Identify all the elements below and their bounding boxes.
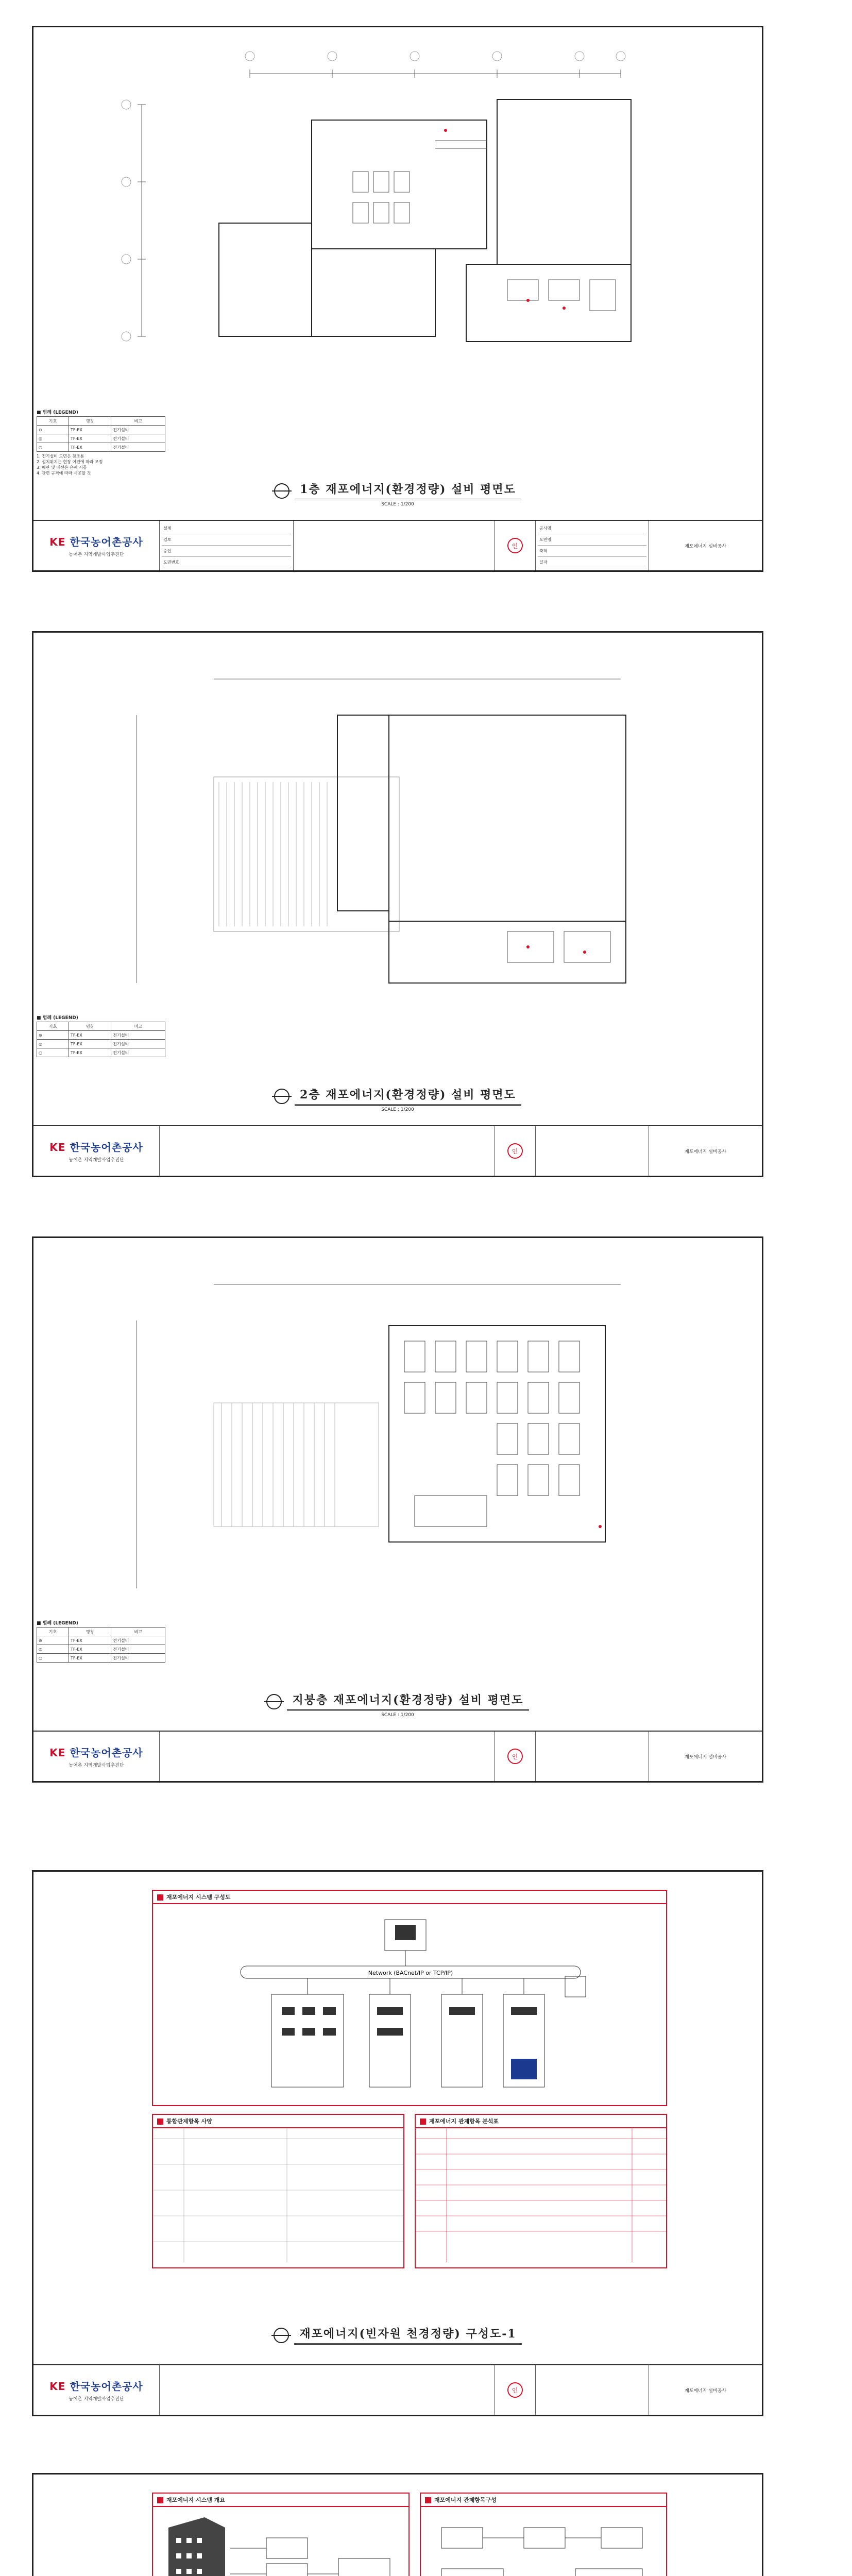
sheet-title-text: 2층 재포에너지(환경정량) 설비 평면도 <box>295 1086 521 1106</box>
legend-cell: TF-EX <box>69 1031 111 1040</box>
panel-title: 통합관제항목 사양 <box>166 2118 212 2125</box>
tb-cell: 일자 <box>538 557 646 568</box>
tb-cell: 공사명 <box>538 523 646 534</box>
stamp-mark: 인 <box>507 2382 523 2398</box>
logo-subtitle: 농어촌 지역개발사업추진단 <box>69 1158 124 1163</box>
panel-header <box>153 1891 666 1904</box>
legend-cell: TF-EX <box>69 1048 111 1057</box>
tb-info <box>536 1732 649 1781</box>
system-overview-panel <box>152 2493 410 2576</box>
logo-name: 한국농어촌공사 <box>70 2380 143 2393</box>
legend-cell: 전기설비 <box>111 434 165 443</box>
panel-marker-icon <box>420 2119 426 2125</box>
tb-revisions <box>160 2365 495 2415</box>
pc-icon <box>565 1976 586 1997</box>
legend-header: 기호 <box>37 1022 69 1031</box>
sheet-scale: SCALE : 1/200 <box>381 502 414 507</box>
logo-name: 한국농어촌공사 <box>70 1747 143 1759</box>
legend-cell: ◎ <box>37 1040 69 1048</box>
panel-marker-icon <box>425 2497 431 2503</box>
legend-table <box>37 416 165 452</box>
legend-cell: ◎ <box>37 1645 69 1654</box>
legend-note: 2. 설치위치는 현장 여건에 따라 조정 <box>37 460 103 464</box>
legend-cell: ◎ <box>37 434 69 443</box>
tb-project: 재포에너지 설비공사 <box>684 544 727 549</box>
drawing-sheet-2 <box>32 631 763 1177</box>
tb-project: 재포에너지 설비공사 <box>684 1149 727 1155</box>
tb-cell: 축척 <box>538 546 646 557</box>
logo-mark: KE <box>49 536 66 548</box>
system-config-panel <box>152 1890 667 2106</box>
legend-note: 3. 배관 및 배선은 은폐 시공 <box>37 465 87 470</box>
analysis-table-svg <box>416 2128 666 2262</box>
legend-cell: ○ <box>37 443 69 452</box>
title-mark-icon <box>266 1694 282 1709</box>
legend-header: 기호 <box>37 417 69 426</box>
logo-mark: KE <box>49 2380 66 2393</box>
legend-note: 1. 전기설비 도면은 참조용 <box>37 454 84 459</box>
tb-revisions <box>294 521 495 570</box>
network-diagram-svg <box>153 1904 666 2100</box>
legend-cell: 전기설비 <box>111 1636 165 1645</box>
title-block-2 <box>33 1125 762 1176</box>
sheet-title-text: 지붕층 재포에너지(환경정량) 설비 평면도 <box>287 1691 529 1711</box>
legend-cell: TF-EX <box>69 1645 111 1654</box>
legend-title: ■ 범례 (LEGEND) <box>37 1015 78 1021</box>
overview-diagram-svg <box>153 2507 408 2576</box>
legend-header: 비고 <box>111 1628 165 1636</box>
legend-cell: 전기설비 <box>111 426 165 434</box>
stamp-mark: 인 <box>507 538 523 553</box>
legend-cell: ⊙ <box>37 1636 69 1645</box>
legend-cell: TF-EX <box>69 1636 111 1645</box>
monitor-icon <box>395 1925 416 1940</box>
logo-mark: KE <box>49 1141 66 1154</box>
drawing-sheet-5 <box>32 2473 763 2576</box>
title-mark-icon <box>274 483 289 499</box>
legend-cell: ⊙ <box>37 426 69 434</box>
tb-cell: 도면번호 <box>162 557 291 568</box>
legend-cell: 전기설비 <box>111 1040 165 1048</box>
tb-info <box>536 1126 649 1176</box>
building-icon <box>168 2517 225 2576</box>
panel-header <box>153 2494 408 2507</box>
panel-header <box>421 2494 666 2507</box>
roof-unit-grid <box>404 1341 580 1527</box>
legend-cell: TF-EX <box>69 1654 111 1663</box>
legend-cell: 전기설비 <box>111 443 165 452</box>
tb-info <box>536 2365 649 2415</box>
tb-revisions <box>160 1126 495 1176</box>
tb-project: 재포에너지 설비공사 <box>684 1754 727 1760</box>
title-block-3 <box>33 1731 762 1781</box>
tb-stamp <box>495 2365 536 2415</box>
legend-cell: 전기설비 <box>111 1031 165 1040</box>
tb-revisions <box>160 1732 495 1781</box>
sheet-title-1 <box>33 481 762 507</box>
title-block-4 <box>33 2364 762 2415</box>
tb-cell: 도면명 <box>538 534 646 546</box>
legend-cell: 전기설비 <box>111 1654 165 1663</box>
panel-title: 재포에너지 시스템 구성도 <box>166 1894 231 1901</box>
legend-cell: TF-EX <box>69 434 111 443</box>
legend-cell: TF-EX <box>69 1040 111 1048</box>
network-label: Network (BACnet/IP or TCP/IP) <box>368 1970 453 1976</box>
legend-header: 명칭 <box>69 417 111 426</box>
legend-3 <box>37 1619 165 1663</box>
legend-header: 기호 <box>37 1628 69 1636</box>
panel-header <box>153 2115 403 2128</box>
legend-header: 명칭 <box>69 1022 111 1031</box>
legend-cell: ○ <box>37 1048 69 1057</box>
tb-cell: 승인 <box>162 546 291 557</box>
panel-marker-icon <box>157 2497 163 2503</box>
tb-cells-2 <box>536 521 649 570</box>
tb-cell: 설계 <box>162 523 291 534</box>
sheet-scale: SCALE : 1/200 <box>381 1713 414 1718</box>
logo-subtitle: 농어촌 지역개발사업추진단 <box>69 2397 124 2402</box>
tb-stamp <box>495 521 536 570</box>
logo-name: 한국농어촌공사 <box>70 1141 143 1154</box>
legend-header: 비고 <box>111 1022 165 1031</box>
panel-title: 재포에너지 관제항목구성 <box>434 2497 497 2503</box>
legend-cell: 전기설비 <box>111 1645 165 1654</box>
company-logo <box>33 1732 160 1781</box>
logo-subtitle: 농어촌 지역개발사업추진단 <box>69 552 124 557</box>
spec-table-svg <box>153 2128 403 2262</box>
tb-project: 재포에너지 설비공사 <box>684 2388 727 2394</box>
panel-title: 재포에너지 시스템 개요 <box>166 2497 225 2503</box>
legend-table <box>37 1627 165 1663</box>
sheet-title-text: 1층 재포에너지(환경정량) 설비 평면도 <box>295 481 521 500</box>
config-diagram-svg <box>421 2507 666 2576</box>
sheet-title-3 <box>33 1691 762 1718</box>
legend-cell: ⊙ <box>37 1031 69 1040</box>
company-logo <box>33 1126 160 1176</box>
stamp-mark: 인 <box>507 1143 523 1159</box>
control-item-analysis-panel <box>415 2114 667 2268</box>
title-block-1 <box>33 520 762 570</box>
title-mark-icon <box>274 2328 289 2343</box>
panel-header <box>416 2115 666 2128</box>
integrated-control-spec-panel <box>152 2114 404 2268</box>
tb-stamp <box>495 1732 536 1781</box>
logo-subtitle: 농어촌 지역개발사업추진단 <box>69 1763 124 1768</box>
drawing-sheet-3 <box>32 1236 763 1783</box>
tb-cells <box>160 521 294 570</box>
legend-notes <box>37 453 165 476</box>
panel-marker-icon <box>157 2119 163 2125</box>
deck-hatch <box>219 782 327 926</box>
logo-mark: KE <box>49 1747 66 1759</box>
legend-cell: ○ <box>37 1654 69 1663</box>
panel-marker-icon <box>157 1894 163 1901</box>
legend-2 <box>37 1014 165 1057</box>
company-logo <box>33 521 160 570</box>
sheet-scale: SCALE : 1/200 <box>381 1107 414 1112</box>
stamp-mark: 인 <box>507 1749 523 1764</box>
sheet-title-4 <box>33 2325 762 2345</box>
legend-header: 비고 <box>111 417 165 426</box>
tb-cell: 검토 <box>162 534 291 546</box>
drawing-sheet-1 <box>32 26 763 572</box>
control-config-panel <box>420 2493 667 2576</box>
legend-title: ■ 범례 (LEGEND) <box>37 410 78 415</box>
legend-title: ■ 범례 (LEGEND) <box>37 1621 78 1626</box>
panel-title: 재포에너지 관제항목 분석표 <box>429 2118 499 2125</box>
legend-table <box>37 1022 165 1057</box>
legend-cell: TF-EX <box>69 426 111 434</box>
legend-header: 명칭 <box>69 1628 111 1636</box>
legend-note: 4. 관련 규격에 따라 시공할 것 <box>37 471 91 476</box>
logo-name: 한국농어촌공사 <box>70 536 143 548</box>
tb-stamp <box>495 1126 536 1176</box>
sheet-title-2 <box>33 1086 762 1112</box>
title-mark-icon <box>274 1089 289 1104</box>
legend-1 <box>37 409 165 476</box>
legend-cell: 전기설비 <box>111 1048 165 1057</box>
drawing-sheet-4 <box>32 1870 763 2416</box>
legend-cell: TF-EX <box>69 443 111 452</box>
company-logo <box>33 2365 160 2415</box>
sheet-title-text: 재포에너지(빈자원 천경정량) 구성도-1 <box>294 2325 521 2345</box>
